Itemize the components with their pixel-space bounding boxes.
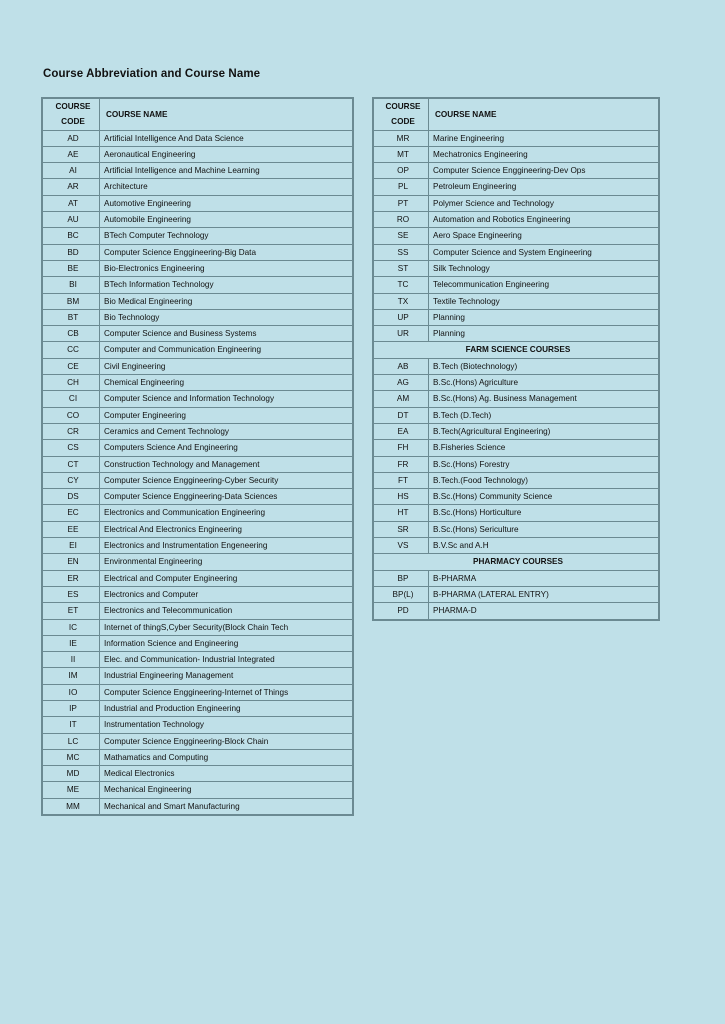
table-row [43,130,353,146]
course-code-cell: PL [374,179,429,195]
course-name-cell: Ceramics and Cement Technology [100,423,353,439]
course-code-cell: AB [374,358,429,374]
table-row [374,293,659,309]
table-row [374,260,659,276]
course-name-cell: Computer Science Enggineering-Cyber Security [100,472,353,488]
course-code-cell: RO [374,212,429,228]
table-row [43,293,353,309]
course-name-cell: Textile Technology [429,293,659,309]
course-code-cell: IC [43,619,100,635]
table-row [374,244,659,260]
table-row [43,391,353,407]
course-code-cell: ME [43,782,100,798]
course-name-cell: Computer and Communication Engineering [100,342,353,358]
course-code-cell: SR [374,521,429,537]
course-code-cell: FT [374,472,429,488]
table-row [374,212,659,228]
table-row [374,456,659,472]
course-code-cell: CO [43,407,100,423]
course-name-cell: Electronics and Instrumentation Engeneering [100,538,353,554]
table-row [43,375,353,391]
course-name-cell: B.Sc.(Hons) Sericulture [429,521,659,537]
table-row [43,472,353,488]
table-row [43,146,353,162]
course-code-cell: CI [43,391,100,407]
column-header-course-code [43,99,100,131]
left-course-table [42,98,353,815]
table-row [43,717,353,733]
course-code-cell: MR [374,130,429,146]
section-header-label: PHARMACY COURSES [374,554,659,570]
course-code-cell: MM [43,798,100,814]
course-name-cell: Architecture [100,179,353,195]
course-name-cell: Artificial Intelligence and Machine Learning [100,163,353,179]
course-name-cell: Automation and Robotics Engineering [429,212,659,228]
table-row [43,782,353,798]
course-name-cell: Automotive Engineering [100,195,353,211]
course-name-cell: B.Sc.(Hons) Agriculture [429,375,659,391]
course-name-cell: Computers Science And Engineering [100,440,353,456]
course-code-cell: CB [43,326,100,342]
course-name-cell: Elec. and Communication- Industrial Integrated [100,652,353,668]
table-row [374,391,659,407]
course-code-cell: AG [374,375,429,391]
left-course-table-container [41,97,354,816]
table-row [374,505,659,521]
table-row [374,163,659,179]
table-row [43,635,353,651]
course-name-cell: Bio Technology [100,309,353,325]
table-header-row [374,99,659,131]
course-code-cell: FR [374,456,429,472]
column-header-course-code-line1: COURSE [55,102,91,111]
course-code-cell: CS [43,440,100,456]
course-name-cell: Mechanical and Smart Manufacturing [100,798,353,814]
course-code-cell: CH [43,375,100,391]
table-row [43,423,353,439]
course-name-cell: B.Tech (D.Tech) [429,407,659,423]
course-code-cell: II [43,652,100,668]
course-name-cell: PHARMA-D [429,603,659,619]
course-code-cell: IE [43,635,100,651]
course-name-cell: Instrumentation Technology [100,717,353,733]
table-row [43,684,353,700]
course-code-cell: AR [43,179,100,195]
course-name-cell: Electrical and Computer Engineering [100,570,353,586]
course-code-cell: BI [43,277,100,293]
table-row [43,260,353,276]
course-name-cell: Electronics and Telecommunication [100,603,353,619]
course-code-cell: LC [43,733,100,749]
course-name-cell: B.Tech.(Food Technology) [429,472,659,488]
column-header-course-name: COURSE NAME [100,99,353,131]
course-name-cell: Mechanical Engineering [100,782,353,798]
course-code-cell: IT [43,717,100,733]
course-code-cell: DT [374,407,429,423]
course-code-cell: UR [374,326,429,342]
section-header-label: FARM SCIENCE COURSES [374,342,659,358]
table-row [374,228,659,244]
course-name-cell: Computer Engineering [100,407,353,423]
course-name-cell: Construction Technology and Management [100,456,353,472]
course-code-cell: IP [43,700,100,716]
table-row [374,179,659,195]
course-code-cell: EA [374,423,429,439]
table-row [43,342,353,358]
course-name-cell: Bio-Electronics Engineering [100,260,353,276]
course-code-cell: CC [43,342,100,358]
table-row [43,586,353,602]
course-code-cell: AD [43,130,100,146]
course-name-cell: Bio Medical Engineering [100,293,353,309]
course-code-cell: SS [374,244,429,260]
course-name-cell: Silk Technology [429,260,659,276]
course-code-cell: AM [374,391,429,407]
course-name-cell: Artificial Intelligence And Data Science [100,130,353,146]
course-code-cell: AU [43,212,100,228]
course-code-cell: BC [43,228,100,244]
table-section-row [374,554,659,570]
course-name-cell: Telecommunication Engineering [429,277,659,293]
course-name-cell: Computer Science Enggineering-Internet of Things [100,684,353,700]
course-code-cell: AI [43,163,100,179]
course-code-cell: BP(L) [374,586,429,602]
column-header-course-code [374,99,429,131]
right-course-table [373,98,659,620]
table-row [43,733,353,749]
course-name-cell: Automobile Engineering [100,212,353,228]
table-row [374,130,659,146]
course-name-cell: B.Sc.(Hons) Horticulture [429,505,659,521]
course-name-cell: Marine Engineering [429,130,659,146]
table-row [374,538,659,554]
course-name-cell: Information Science and Engineering [100,635,353,651]
course-name-cell: Computer Science Enggineering-Data Sciences [100,489,353,505]
course-code-cell: AE [43,146,100,162]
course-name-cell: Planning [429,309,659,325]
course-name-cell: Computer Science and System Engineering [429,244,659,260]
course-name-cell: Mathamatics and Computing [100,749,353,765]
course-name-cell: Computer Science and Business Systems [100,326,353,342]
table-row [43,652,353,668]
course-code-cell: OP [374,163,429,179]
course-name-cell: Computer Science Enggineering-Dev Ops [429,163,659,179]
table-row [374,375,659,391]
course-code-cell: TX [374,293,429,309]
table-row [374,195,659,211]
column-header-course-code-line2: CODE [391,117,415,127]
table-row [374,521,659,537]
course-name-cell: B.Tech (Biotechnology) [429,358,659,374]
course-name-cell: Aeronautical Engineering [100,146,353,162]
table-row [43,244,353,260]
course-code-cell: CR [43,423,100,439]
course-code-cell: EE [43,521,100,537]
course-code-cell: MD [43,766,100,782]
course-name-cell: Planning [429,326,659,342]
course-code-cell: HT [374,505,429,521]
table-row [43,700,353,716]
course-code-cell: CE [43,358,100,374]
table-row [374,472,659,488]
course-code-cell: SE [374,228,429,244]
table-row [43,798,353,814]
table-header-row [43,99,353,131]
table-row [43,570,353,586]
course-name-cell: B.Tech(Agricultural Engineering) [429,423,659,439]
course-code-cell: BT [43,309,100,325]
table-row [43,603,353,619]
table-row [43,407,353,423]
course-code-cell: BP [374,570,429,586]
course-code-cell: CT [43,456,100,472]
table-row [374,358,659,374]
course-code-cell: FH [374,440,429,456]
course-code-cell: EI [43,538,100,554]
table-row [43,179,353,195]
course-name-cell: Mechatronics Engineering [429,146,659,162]
course-code-cell: PT [374,195,429,211]
course-code-cell: MC [43,749,100,765]
course-name-cell: Chemical Engineering [100,375,353,391]
course-code-cell: BM [43,293,100,309]
table-row [374,407,659,423]
table-row [374,440,659,456]
course-name-cell: BTech Computer Technology [100,228,353,244]
course-name-cell: Computer Science Enggineering-Big Data [100,244,353,260]
course-name-cell: Industrial and Production Engineering [100,700,353,716]
table-row [374,309,659,325]
course-code-cell: HS [374,489,429,505]
course-name-cell: B.Fisheries Science [429,440,659,456]
table-row [374,570,659,586]
course-code-cell: BD [43,244,100,260]
course-name-cell: B.Sc.(Hons) Ag. Business Management [429,391,659,407]
course-code-cell: VS [374,538,429,554]
table-section-row [374,342,659,358]
page-title: Course Abbreviation and Course Name [43,68,261,80]
course-name-cell: BTech Information Technology [100,277,353,293]
table-row [43,212,353,228]
table-row [43,749,353,765]
table-row [43,228,353,244]
table-row [43,538,353,554]
course-code-cell: IO [43,684,100,700]
course-name-cell: B.Sc.(Hons) Forestry [429,456,659,472]
course-name-cell: B.Sc.(Hons) Community Science [429,489,659,505]
course-code-cell: UP [374,309,429,325]
course-code-cell: CY [43,472,100,488]
course-code-cell: IM [43,668,100,684]
course-code-cell: MT [374,146,429,162]
table-row [374,603,659,619]
table-row [43,766,353,782]
course-code-cell: TC [374,277,429,293]
course-name-cell: Internet of thingS,Cyber Security(Block Chain Tech [100,619,353,635]
table-row [374,277,659,293]
table-row [374,489,659,505]
table-row [43,358,353,374]
course-name-cell: Computer Science and Information Technology [100,391,353,407]
course-name-cell: Environmental Engineering [100,554,353,570]
course-code-cell: DS [43,489,100,505]
course-code-cell: ST [374,260,429,276]
course-name-cell: Medical Electronics [100,766,353,782]
course-name-cell: Computer Science Enggineering-Block Chain [100,733,353,749]
table-row [374,423,659,439]
table-row [374,326,659,342]
table-row [374,586,659,602]
course-name-cell: Industrial Engineering Management [100,668,353,684]
table-row [43,440,353,456]
column-header-course-code-line2: CODE [61,117,85,127]
course-code-cell: ER [43,570,100,586]
course-name-cell: B.V.Sc and A.H [429,538,659,554]
course-name-cell: Electronics and Communication Engineering [100,505,353,521]
course-code-cell: BE [43,260,100,276]
table-row [43,619,353,635]
course-name-cell: Polymer Science and Technology [429,195,659,211]
table-row [43,489,353,505]
course-name-cell: B-PHARMA [429,570,659,586]
column-header-course-name: COURSE NAME [429,99,659,131]
table-row [43,456,353,472]
course-code-cell: EC [43,505,100,521]
course-code-cell: AT [43,195,100,211]
table-row [43,277,353,293]
table-row [43,163,353,179]
table-row [43,195,353,211]
course-code-cell: EN [43,554,100,570]
course-name-cell: Electrical And Electronics Engineering [100,521,353,537]
course-name-cell: Civil Engineering [100,358,353,374]
table-row [43,309,353,325]
course-code-cell: ET [43,603,100,619]
course-code-cell: ES [43,586,100,602]
table-row [43,521,353,537]
right-course-table-container [372,97,660,621]
course-name-cell: B-PHARMA (LATERAL ENTRY) [429,586,659,602]
table-row [43,554,353,570]
course-name-cell: Petroleum Engineering [429,179,659,195]
table-row [43,668,353,684]
table-row [374,146,659,162]
column-header-course-code-line1: COURSE [385,102,421,111]
course-name-cell: Electronics and Computer [100,586,353,602]
table-row [43,505,353,521]
course-name-cell: Aero Space Engineering [429,228,659,244]
table-row [43,326,353,342]
course-code-cell: PD [374,603,429,619]
